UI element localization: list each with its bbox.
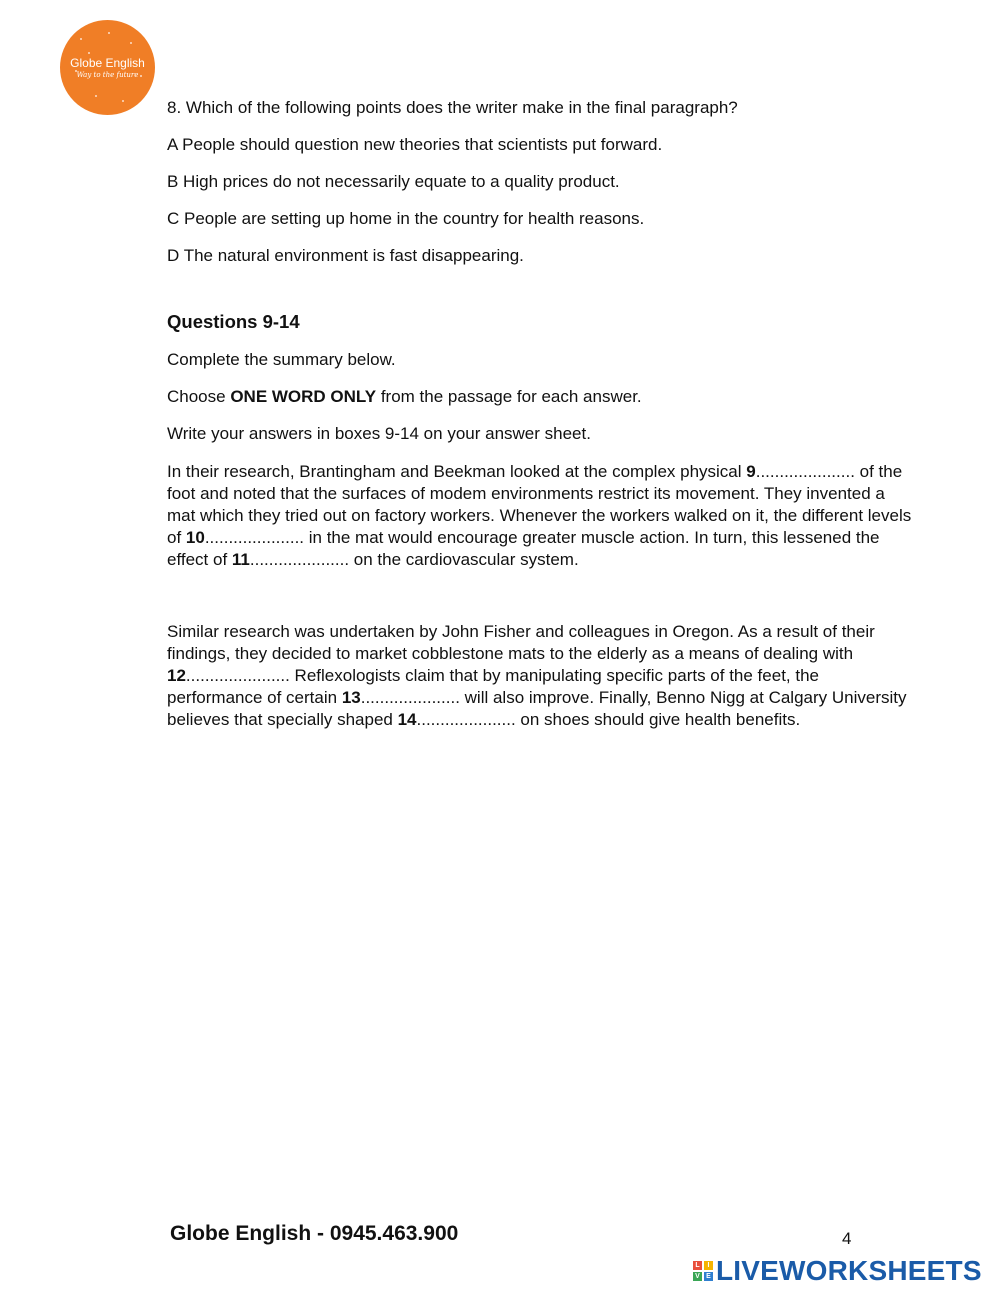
gap-14: 14: [397, 710, 417, 729]
option-b: B High prices do not necessarily equate to a quality product.: [167, 172, 620, 191]
liveworksheets-logo: [693, 1255, 982, 1287]
globe-english-logo: [60, 20, 155, 115]
summary-paragraph-2: Similar research was undertaken by John Fisher and colleagues in Oregon. As a result of their findings, they decided to market cobblestone mats to the elderly as a means of dealing with 12...................... Reflexologists claim that by manipulating specific parts of the feet, the performance of certain 13..................... will also improve. Finally, Benno Nigg at Calgary University believes that specially shaped 14..................... on shoes should give health benefits.: [167, 622, 907, 729]
page-number: 4: [842, 1229, 852, 1248]
instruction-choose: Choose ONE WORD ONLY from the passage for each answer.: [167, 387, 642, 406]
liveworksheets-wordmark: LIVEWORKSHEETS: [716, 1255, 982, 1286]
instruction-complete: Complete the summary below.: [167, 350, 396, 369]
gap-11: 11: [231, 550, 250, 569]
logo-tagline: Way to the future: [76, 71, 139, 79]
liveworksheets-blocks-icon: L I V E: [693, 1261, 713, 1281]
one-word-only: ONE WORD ONLY: [230, 387, 377, 406]
gap-10: 10: [185, 528, 205, 547]
gap-12: 12: [167, 666, 186, 685]
option-d: D The natural environment is fast disappearing.: [167, 246, 524, 265]
gap-9: 9: [746, 462, 756, 481]
worksheet-content: [167, 98, 912, 731]
instruction-write: Write your answers in boxes 9-14 on your answer sheet.: [167, 424, 591, 443]
option-a: A People should question new theories that scientists put forward.: [167, 135, 663, 154]
question-8-prompt: 8. Which of the following points does the writer make in the final paragraph?: [167, 98, 738, 117]
footer-contact: Globe English - 0945.463.900: [170, 1222, 459, 1245]
option-c: C People are setting up home in the country for health reasons.: [167, 209, 645, 228]
logo-name: Globe English: [70, 56, 145, 70]
summary-paragraph-1: In their research, Brantingham and Beekman looked at the complex physical 9..................... of the foot and noted that the surfaces of modem environments restrict its movement. They invented a mat which they tried out on factory workers. Whenever the workers walked on it, the different levels of 10..................... in the mat would encourage greater muscle action. In turn, this lessened the effect of 11..................... on the cardiovascular system.: [167, 462, 912, 569]
section-heading: Questions 9-14: [167, 311, 300, 332]
gap-13: 13: [341, 688, 361, 707]
